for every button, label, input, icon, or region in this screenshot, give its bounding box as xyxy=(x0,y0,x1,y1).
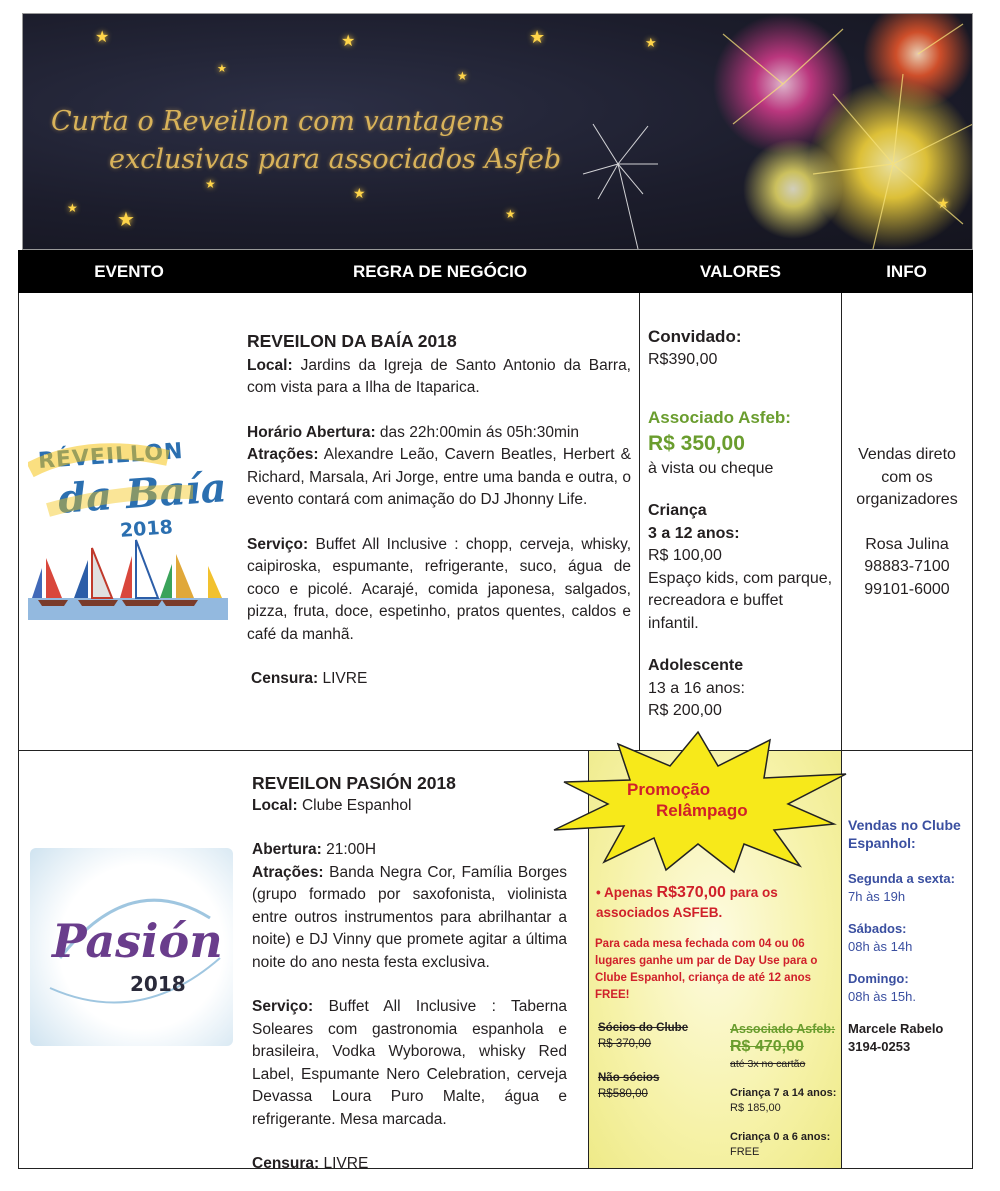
field-label: Atrações: xyxy=(247,446,319,463)
star-icon: ★ xyxy=(67,201,78,215)
field-label: Abertura: xyxy=(252,841,322,858)
star-icon: ★ xyxy=(457,69,468,83)
star-icon: ★ xyxy=(505,207,516,221)
price-value: R$ 470,00 xyxy=(730,1038,804,1055)
sales-info: Vendas direto com os organizadores xyxy=(856,446,958,508)
column-header-regra: REGRA DE NEGÓCIO xyxy=(352,262,528,281)
price-label: Associado Asfeb: xyxy=(648,408,791,427)
price-value: R$580,00 xyxy=(598,1088,648,1100)
promo-text: para os associados ASFEB. xyxy=(596,885,778,920)
price-label: Associado Asfeb: xyxy=(730,1022,836,1036)
price-value: R$390,00 xyxy=(648,350,718,368)
promo-text: Apenas xyxy=(603,885,653,900)
event-title: REVEILON PASIÓN 2018 xyxy=(252,773,456,793)
price-value: FREE xyxy=(730,1146,760,1158)
schedule-label: Domingo: xyxy=(848,971,909,986)
field-label: Local: xyxy=(247,356,293,374)
price-label: Adolescente xyxy=(648,657,744,674)
price-label: Criança xyxy=(648,502,707,519)
contact-phone: 99101-6000 xyxy=(864,580,950,598)
reveillon-baia-logo xyxy=(28,430,228,625)
logo-year: 2018 xyxy=(119,516,174,542)
event2-description xyxy=(252,772,567,1176)
schedule-time: 08h às 15h. xyxy=(848,989,916,1004)
price-label: Criança 0 a 6 anos: xyxy=(730,1131,831,1143)
sales-info: Vendas no Clube Espanhol: xyxy=(848,817,961,851)
price-age: 13 a 16 anos: xyxy=(648,679,745,697)
event-rating: LIVRE xyxy=(322,670,368,687)
event-service: Buffet All Inclusive : chopp, cerveja, whisky, caipiroska, espumante, refrigerante, suco, água de coco e picolé. Acarajé, comida japonesa, salgados, pizza, fruta, doce, espetinho, pratos quentes, caldos e café da manhã. xyxy=(247,535,631,643)
event-location: Jardins da Igreja de Santo Antonio da Barra, com vista para a Ilha de Itaparica. xyxy=(247,356,631,396)
event1-prices xyxy=(648,326,836,723)
field-label: Censura: xyxy=(252,1155,320,1172)
field-label: Horário Abertura: xyxy=(247,423,376,441)
price-label: Criança 7 a 14 anos: xyxy=(730,1087,837,1099)
contact-name: Rosa Julina xyxy=(865,535,949,553)
table-border-left xyxy=(18,293,19,1169)
promo-prices-right xyxy=(730,1022,840,1160)
event1-info xyxy=(845,444,969,601)
star-icon: ★ xyxy=(645,35,657,50)
contact-phone: 98883-7100 xyxy=(864,558,950,575)
field-label: Serviço: xyxy=(247,535,309,553)
event1-description xyxy=(247,330,631,691)
pasion-logo xyxy=(30,848,233,1046)
price-age: 3 a 12 anos: xyxy=(648,524,740,542)
event-hours: das 22h:00min ás 05h:30min xyxy=(379,423,579,441)
price-note: à vista ou cheque xyxy=(648,459,774,477)
price-label: Sócios do Clube xyxy=(598,1022,689,1034)
logo-text: RÉVEILLON xyxy=(37,438,185,475)
price-note: até 3x no cartão xyxy=(730,1058,806,1070)
contact-name: Marcele Rabelo xyxy=(848,1021,944,1036)
event-attractions: Alexandre Leão, Cavern Beatles, Herbert & Richard, Marsala, Ari Jorge, entre uma banda e outra, o evento contará com animação do DJ Jhonny Life. xyxy=(247,446,631,508)
star-icon: ★ xyxy=(217,63,227,75)
price-value: R$ 200,00 xyxy=(648,702,722,719)
event-title: REVEILON DA BAÍA 2018 xyxy=(247,331,457,351)
sailboats-illustration xyxy=(28,430,228,625)
event-hours: 21:00H xyxy=(326,841,377,858)
field-label: Censura: xyxy=(251,670,319,687)
logo-text: Pasión xyxy=(52,914,223,968)
table-header xyxy=(18,250,973,293)
event2-info xyxy=(848,816,970,1056)
price-note: Espaço kids, com parque, recreadora e buffet infantil. xyxy=(648,569,833,632)
star-icon: ★ xyxy=(529,27,546,47)
column-header-evento: EVENTO xyxy=(94,262,164,281)
column-divider xyxy=(639,293,640,750)
contact-phone: 3194-0253 xyxy=(848,1039,911,1054)
field-label: Atrações: xyxy=(252,863,324,881)
schedule-time: 7h às 19h xyxy=(848,889,906,904)
column-header-info: INFO xyxy=(886,262,927,281)
banner-headline-line2: exclusivas para associados Asfeb xyxy=(109,144,562,175)
logo-text: da Baía xyxy=(56,464,229,523)
event-location: Clube Espanhol xyxy=(301,796,412,814)
promo-mesa-text: Para cada mesa fechada com 04 ou 06 lugares ganhe um par de Day Use para o Clube Espanhol, criança de até 12 anos FREE! xyxy=(595,938,818,1001)
star-icon: ★ xyxy=(117,209,135,231)
table-border-right xyxy=(972,293,973,1169)
price-value: R$ 185,00 xyxy=(730,1102,781,1114)
star-icon: ★ xyxy=(205,177,216,191)
column-header-valores: VALORES xyxy=(700,262,781,281)
fireworks-illustration xyxy=(543,14,972,249)
star-icon: ★ xyxy=(95,29,110,46)
price-label: Não sócios xyxy=(598,1072,660,1084)
field-label: Local: xyxy=(252,796,298,814)
star-icon: ★ xyxy=(341,33,356,50)
field-label: Serviço: xyxy=(252,998,314,1015)
promo-price: R$370,00 xyxy=(656,884,726,901)
schedule-label: Segunda a sexta: xyxy=(848,871,955,886)
logo-year: 2018 xyxy=(130,972,186,996)
promo-title: Relâmpago xyxy=(656,801,748,820)
star-icon: ★ xyxy=(353,185,366,201)
banner-headline-line1: Curta o Reveillon com vantagens xyxy=(51,106,504,137)
bullet: • xyxy=(596,885,601,900)
event-rating: LIVRE xyxy=(323,1155,369,1172)
promo-offer xyxy=(596,883,836,923)
price-label: Convidado: xyxy=(648,327,742,346)
event-attractions: Banda Negra Cor, Família Borges (grupo formado por saxofonista, violinista entre outros instrumentos para abrilhantar a noite) e DJ Vinny que promete agitar a última noite do ano nesta festa exclusiva. xyxy=(252,863,567,971)
price-value: R$ 100,00 xyxy=(648,547,722,564)
header-banner xyxy=(22,13,973,250)
promo-prices-left xyxy=(598,1020,723,1102)
price-value: R$ 350,00 xyxy=(648,431,745,455)
schedule-label: Sábados: xyxy=(848,921,907,936)
promo-title: Promoção xyxy=(627,780,711,799)
price-value: R$ 370,00 xyxy=(598,1038,652,1050)
event-service: Buffet All Inclusive : Taberna Soleares com gastronomia espanhola e brasileira, Vodka Wyborowa, whisky Red Label, Espumante Nero Celebration, cerveja Devassa Loura Puro Malte, água e refrigerante. Mesa marcada. xyxy=(252,998,567,1128)
schedule-time: 08h às 14h xyxy=(848,939,913,954)
